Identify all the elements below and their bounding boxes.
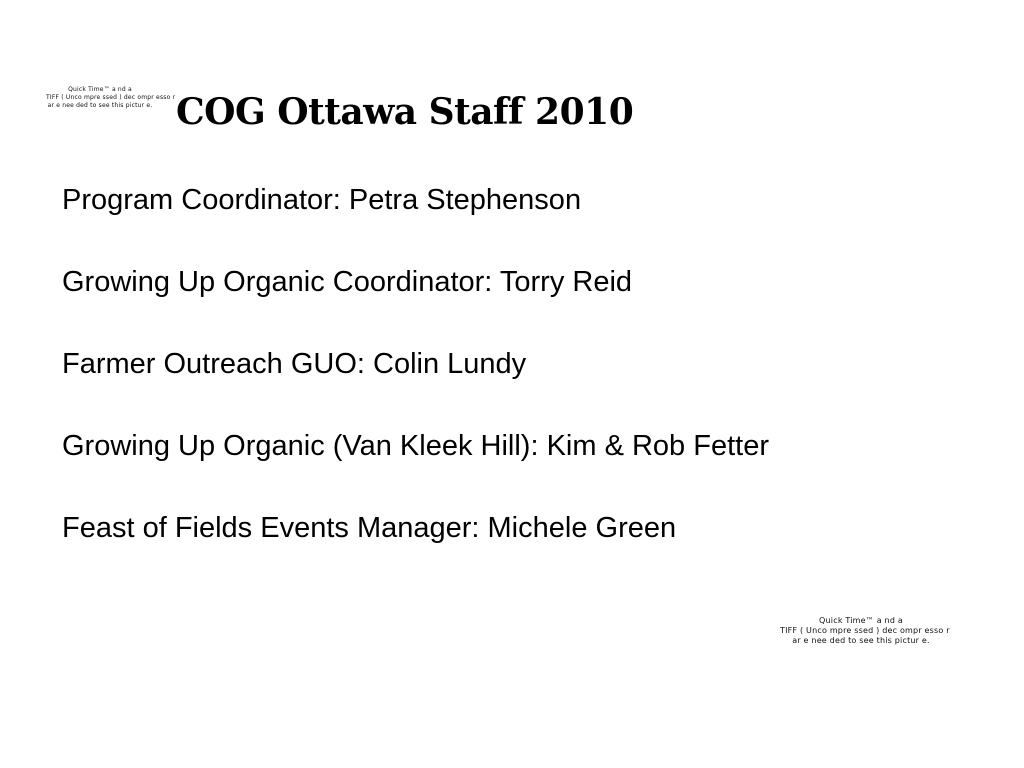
quicktime-placeholder-top (46, 86, 176, 110)
placeholder-line: Quick Time™ a nd a (819, 616, 903, 625)
placeholder-line: TIFF ( Unco mpre ssed ) dec ompr esso r (780, 626, 950, 635)
placeholder-line: TIFF ( Unco mpre ssed ) dec ompr esso r (46, 94, 176, 101)
staff-item: Program Coordinator: Petra Stephenson (62, 184, 582, 216)
staff-item: Feast of Fields Events Manager: Michele Green (62, 512, 677, 544)
slide-title: COG Ottawa Staff 2010 (176, 91, 634, 133)
staff-item: Farmer Outreach GUO: Colin Lundy (62, 348, 527, 380)
staff-item: Growing Up Organic Coordinator: Torry Reid (62, 266, 633, 298)
placeholder-line: ar e nee ded to see this pictur e. (47, 102, 153, 109)
placeholder-line: ar e nee ded to see this pictur e. (792, 636, 930, 645)
quicktime-placeholder-bottom (780, 616, 950, 646)
staff-list (62, 177, 769, 587)
staff-item: Growing Up Organic (Van Kleek Hill): Kim & Rob Fetter (62, 430, 769, 462)
placeholder-line: Quick Time™ a nd a (68, 86, 132, 93)
